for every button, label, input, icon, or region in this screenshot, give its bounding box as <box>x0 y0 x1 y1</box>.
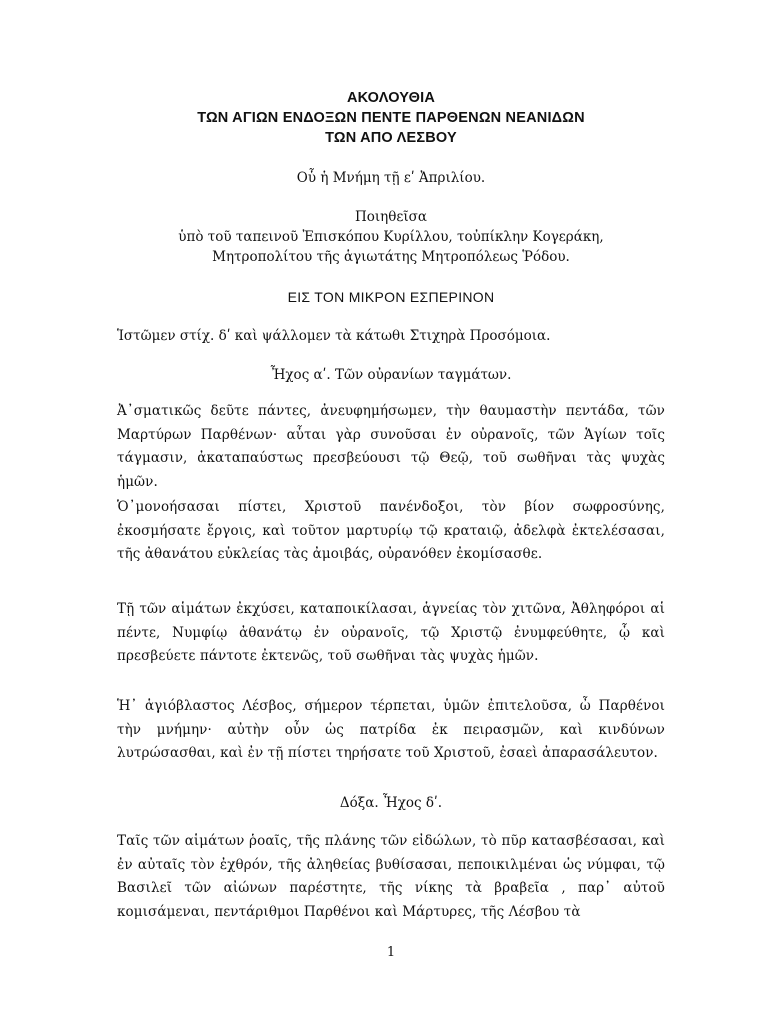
sticheron-3: Τῇ τῶν αἱμάτων ἐκχύσει, καταποικίλασαι, ἁγνείας τὸν χιτῶνα, Ἀθληφόροι αἱ πέντε, Νυμφίῳ ἀθανάτῳ ἐν οὐρανοῖς, τῷ Χριστῷ ἐνυμφεύθητε, ᾧ καὶ πρεσβεύετε πάντοτε ἐκτενῶς, τοῦ σωθῆναι τὰς ψυχὰς ἡμῶν. <box>117 601 665 664</box>
document-title-line-3: ΤΩΝ ΑΠΟ ΛΕΣΒΟΥ <box>325 130 457 146</box>
doxa-line: Δόξα. Ἦχος δʹ. <box>339 795 443 811</box>
sticheron-2: Ὁ᾿μονοήσασαι πίστει, Χριστοῦ πανένδοξοι, τὸν βίον σωφροσύνης, ἐκοσμήσατε ἔργοις, καὶ τοῦτον μαρτυρίῳ τῷ κραταιῷ, ἀδελφὰ ἐκτελέσασαι, τῆς ἀθανάτου εὐκλείας τὰς ἀμοιβάς, οὐρανόθεν ἐκομίσασθε. <box>117 499 665 562</box>
rubric: Ἱστῶμεν στίχ. δʹ καὶ ψάλλομεν τὰ κάτωθι Στιχηρὰ Προσόμοια. <box>117 328 551 344</box>
memory-line: Οὗ ἡ Μνήμη τῇ εʹ Ἀπριλίου. <box>296 170 486 186</box>
document-title-line-1: ΑΚΟΛΟΥΘΙΑ <box>346 90 436 106</box>
section-heading: ΕΙΣ ΤΟΝ ΜΙΚΡΟΝ ΕΣΠΕΡΙΝΟΝ <box>287 289 495 305</box>
document-title-line-2: ΤΩΝ ΑΓΙΩΝ ΕΝΔΟΞΩΝ ΠΕΝΤΕ ΠΑΡΘΕΝΩΝ ΝΕΑΝΙΔΩΝ <box>197 110 585 126</box>
sticheron-1: Ἀ᾿σματικῶς δεῦτε πάντες, ἀνευφημήσωμεν, τὴν θαυμαστὴν πεντάδα, τῶν Μαρτύρων Παρθένων· αὗται γὰρ συνοῦσαι ἐν οὐρανοῖς, τῶν Ἁγίων τοῖς τάγμασιν, ἀκαταπαύστως πρεσβεύουσι τῷ Θεῷ, τοῦ σωθῆναι τὰς ψυχὰς ἡμῶν. <box>117 403 665 490</box>
composed-line-1: Ποιηθεῖσα <box>354 209 428 225</box>
page-number: 1 <box>386 945 396 960</box>
composed-line-2: ὑπὸ τοῦ ταπεινοῦ Ἐπισκόπου Κυρίλλου, τοὐπίκλην Κογεράκη, <box>178 229 604 245</box>
composed-line-3: Μητροπολίτου τῆς ἁγιωτάτης Μητροπόλεως Ῥόδου. <box>212 249 570 265</box>
doxastikon: Ταῖς τῶν αἱμάτων ῥοαῖς, τῆς πλάνης τῶν εἰδώλων, τὸ πῦρ κατασβέσασαι, καὶ ἐν αὐταῖς τὸν ἐχθρόν, τῆς ἀληθείας βυθίσασαι, πεποικιλμέναι ὡς νύμφαι, τῷ Βασιλεῖ τῶν αἰώνων παρέστητε, τῆς νίκης τὰ βραβεῖα , παρ᾿ αὐτοῦ κομισάμεναι, πεντάριθμοι Παρθένοι καὶ Μάρτυρες, τῆς Λέσβου τὰ <box>117 833 665 920</box>
tone-line: Ἦχος αʹ. Τῶν οὐρανίων ταγμάτων. <box>270 367 512 383</box>
sticheron-4: Ἡ᾿ ἁγιόβλαστος Λέσβος, σήμερον τέρπεται, ὑμῶν ἐπιτελοῦσα, ὦ Παρθένοι τὴν μνήμην· αὐτὴν οὖν ὡς πατρίδα ἐκ πειρασμῶν, καὶ κινδύνων λυτρώσασθαι, καὶ ἐν τῇ πίστει τηρήσατε τοῦ Χριστοῦ, ἐσαεὶ ἀπαρασάλευτον. <box>117 698 665 761</box>
